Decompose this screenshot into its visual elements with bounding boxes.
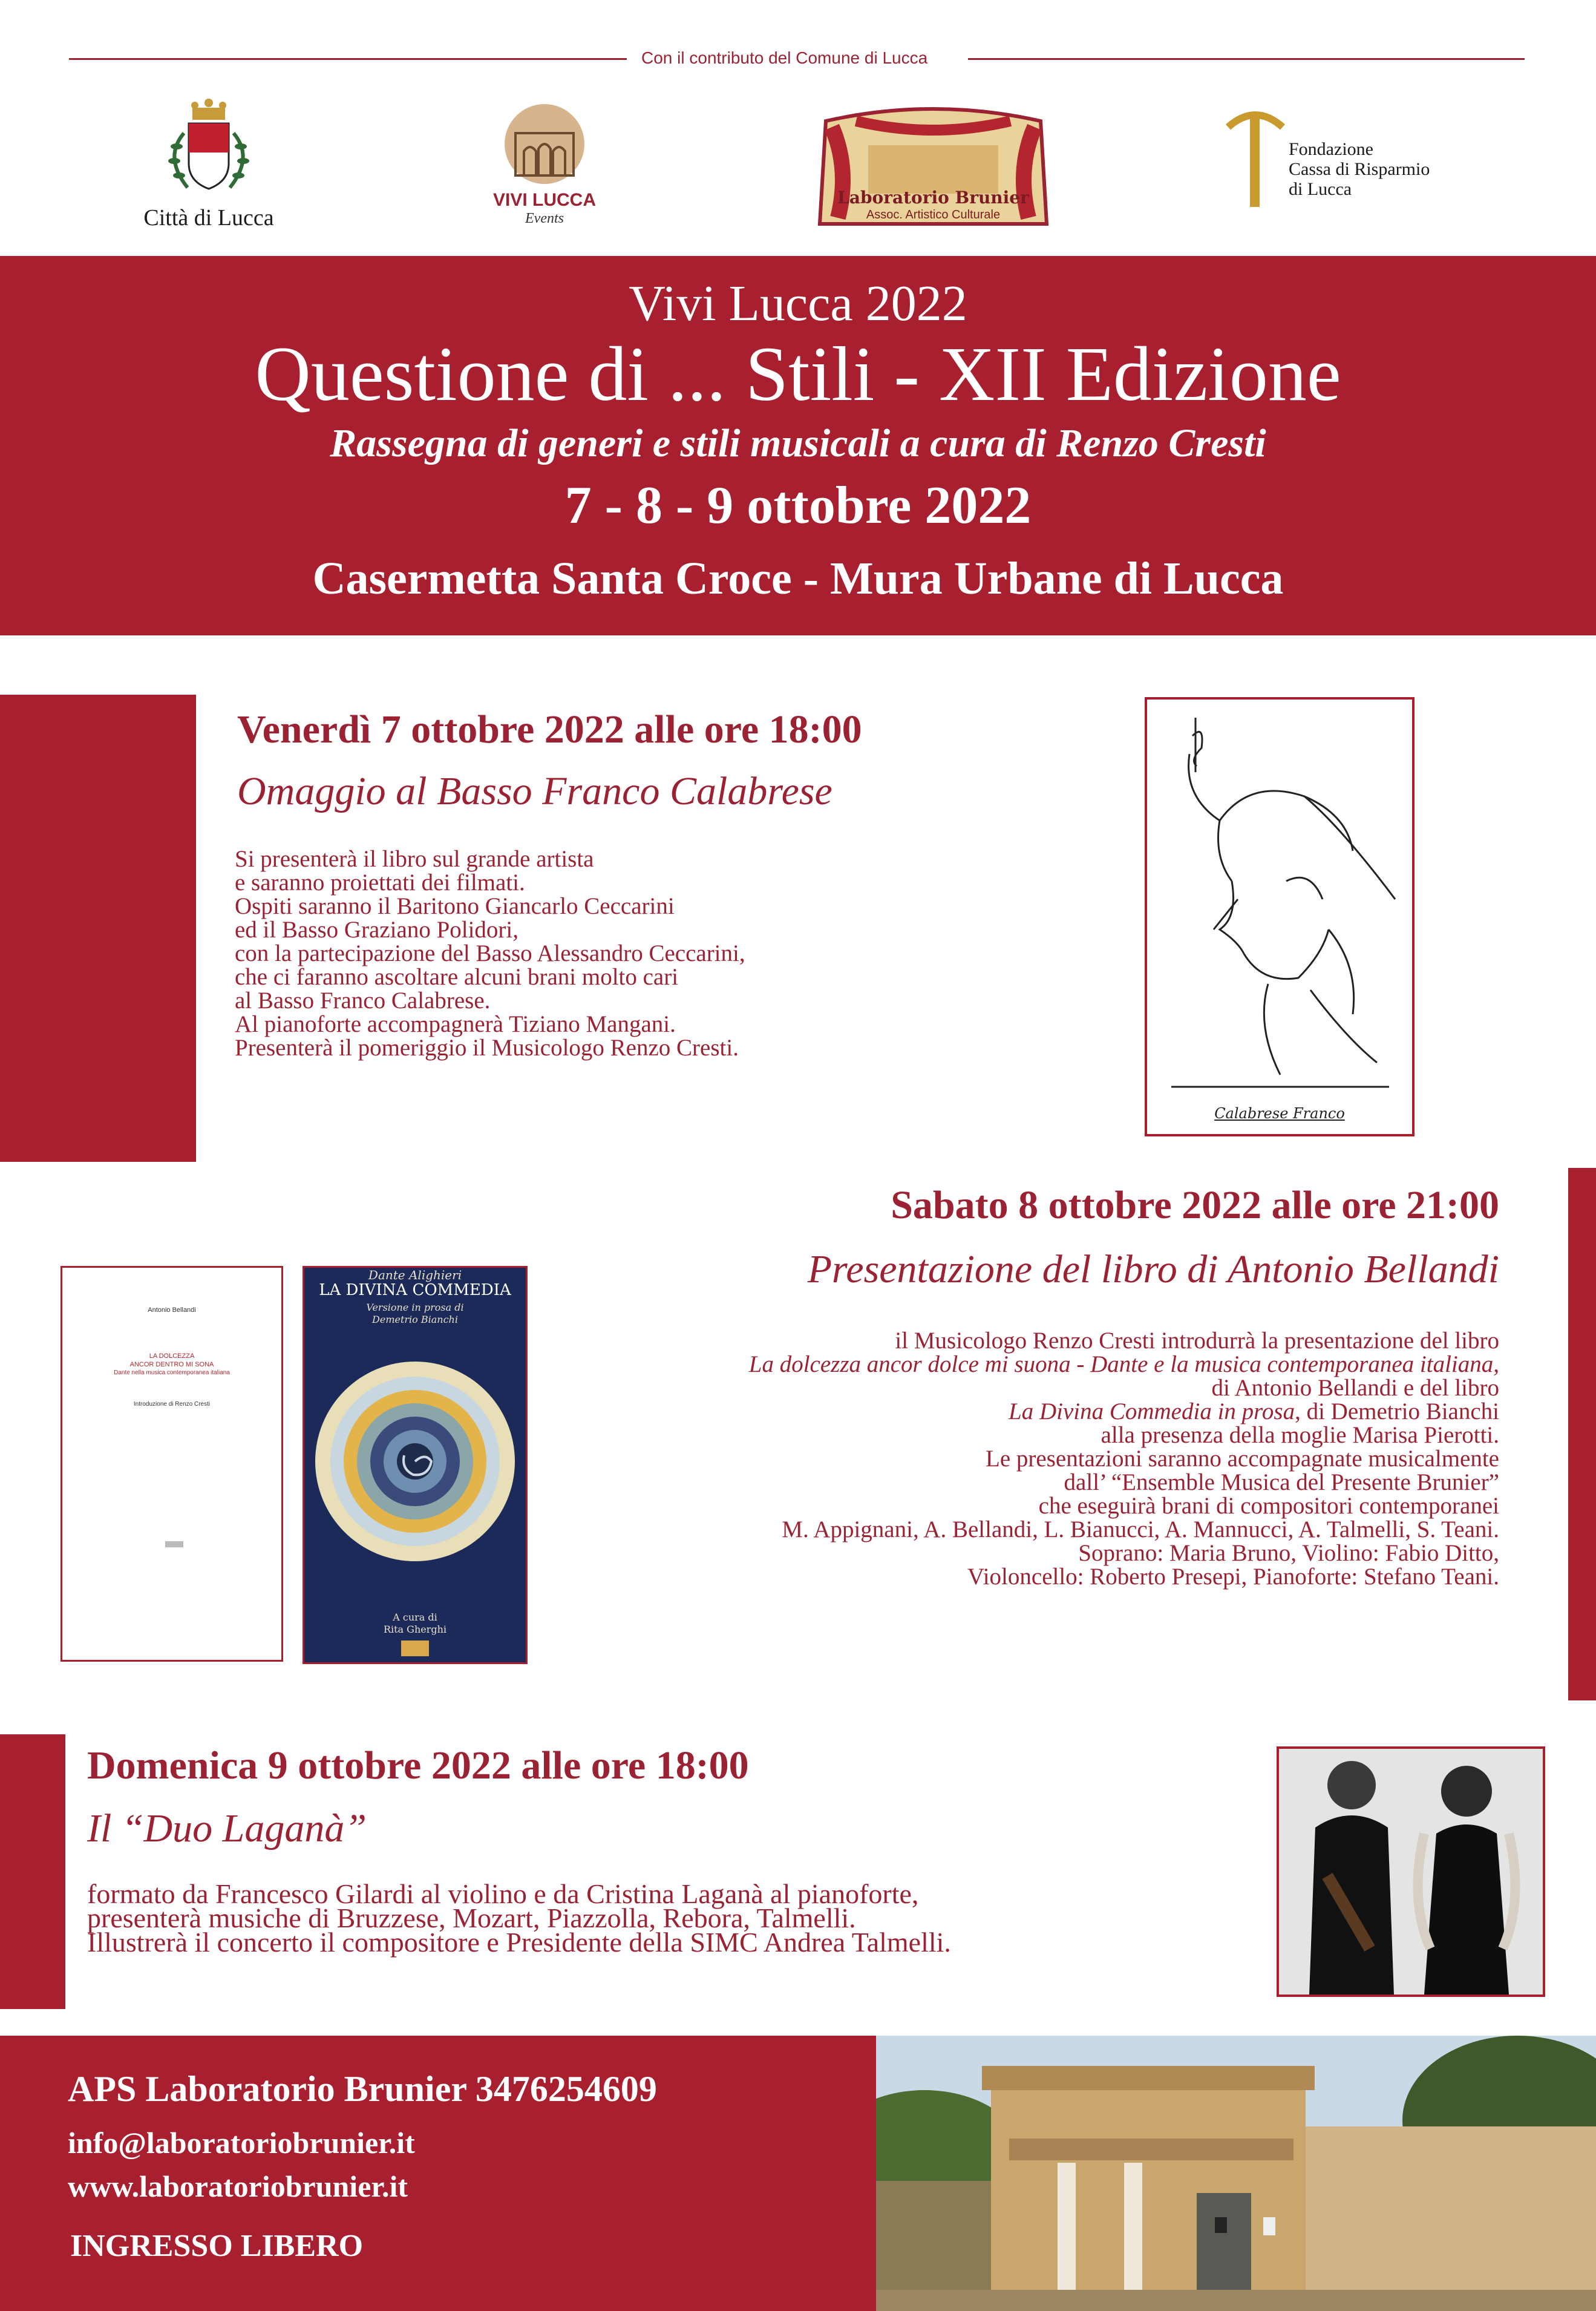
- book-cover-bellandi: [61, 1266, 283, 1662]
- event2-line: di Antonio Bellandi e del libro: [1211, 1375, 1499, 1401]
- event2-line4-italic: La Divina Commedia in prosa: [1009, 1398, 1295, 1424]
- book1-author: Antonio Bellandi: [148, 1306, 196, 1314]
- book1-title3: Dante nella musica contemporanea italiana: [114, 1369, 230, 1376]
- fondazione-line-3: di Lucca: [1289, 179, 1352, 199]
- book2-cura2: Rita Gherghi: [383, 1624, 447, 1635]
- sponsor-line-left: [69, 58, 627, 60]
- event1-line: ed il Basso Graziano Polidori,: [235, 917, 519, 943]
- fondazione-line-2: Cassa di Risparmio: [1289, 159, 1430, 179]
- event1-heading: Venerdì 7 ottobre 2022 alle ore 18:00: [237, 707, 862, 752]
- event1-line: Ospiti saranno il Baritono Giancarlo Ceccarini: [235, 893, 675, 919]
- sponsor-text: Con il contributo del Comune di Lucca: [641, 48, 928, 67]
- casermetta-photo: [876, 2036, 1596, 2311]
- book1-title1: LA DOLCEZZA: [149, 1352, 195, 1360]
- fondazione-cross-icon: [1222, 103, 1289, 212]
- book2-cura1: A cura di: [393, 1611, 437, 1623]
- event2-body: [749, 1329, 1499, 1588]
- coat-of-arms-icon: [121, 97, 296, 200]
- book2-title: LA DIVINA COMMEDIA: [319, 1281, 511, 1299]
- event2-line: [749, 1400, 1499, 1423]
- banner-title: Questione di ... Stili - XII Edizione: [255, 331, 1341, 417]
- event3-accent-bar: [0, 1734, 65, 2009]
- event1-line: Presenterà il pomeriggio il Musicologo Renzo Cresti.: [235, 1035, 739, 1061]
- book2-sub1: Versione in prosa di: [366, 1302, 464, 1313]
- duo-photo: [1277, 1746, 1545, 1997]
- book-cover-divina-commedia: [303, 1266, 528, 1664]
- event1-line: Al pianoforte accompagnerà Tiziano Mangani.: [235, 1011, 676, 1037]
- brunier-main: Laboratorio Brunier: [837, 188, 1029, 208]
- fondazione-line-1: Fondazione: [1289, 139, 1373, 159]
- footer-email[interactable]: info@laboratoriobrunier.it: [68, 2126, 415, 2160]
- citta-di-lucca-logo: [121, 97, 296, 236]
- event3-body: [87, 1878, 951, 1958]
- publisher-logo-icon: [401, 1641, 429, 1656]
- event1-line: al Basso Franco Calabrese.: [235, 988, 491, 1014]
- header-banner: [0, 256, 1596, 635]
- calabrese-sketch: [1145, 697, 1414, 1136]
- event1-line: con la partecipazione del Basso Alessandro Ceccarini,: [235, 940, 745, 966]
- vivi-lucca-logo: [484, 103, 605, 224]
- citta-caption: Città di Lucca: [143, 205, 274, 231]
- event3-line: Illustrerà il concerto il compositore e Presidente della SIMC Andrea Talmelli.: [87, 1927, 951, 1958]
- event2-line: che eseguirà brani di compositori contemporanei: [1038, 1493, 1499, 1519]
- sketch-caption: Calabrese Franco: [1214, 1105, 1345, 1122]
- arch-icon: [484, 103, 605, 188]
- book2-author: Dante Alighieri: [368, 1268, 462, 1282]
- brunier-sub: Assoc. Artistico Culturale: [866, 208, 1001, 221]
- event2-heading: Sabato 8 ottobre 2022 alle ore 21:00: [891, 1183, 1499, 1227]
- event2-line: La dolcezza ancor dolce mi suona - Dante e la musica contemporanea italiana,: [748, 1351, 1499, 1377]
- event2-line: Violoncello: Roberto Presepi, Pianoforte: Stefano Teani.: [967, 1564, 1499, 1590]
- event1-subtitle: Omaggio al Basso Franco Calabrese: [237, 769, 832, 813]
- event1-body: [235, 847, 745, 1060]
- book1-intro: Introduzione di Renzo Cresti: [133, 1401, 211, 1408]
- event3-subtitle: Il “Duo Laganà”: [87, 1806, 367, 1850]
- event1-line: Si presenterà il libro sul grande artista: [235, 846, 594, 872]
- event3-heading: Domenica 9 ottobre 2022 alle ore 18:00: [87, 1743, 749, 1788]
- footer-org: APS Laboratorio Brunier 3476254609: [68, 2069, 657, 2109]
- event2-line4-rest: , di Demetrio Bianchi: [1295, 1398, 1499, 1424]
- portrait-sketch-icon: [1147, 700, 1412, 1134]
- event2-accent-bar: [1568, 1168, 1596, 1700]
- publisher-mark-icon: [165, 1541, 183, 1547]
- event2-line: M. Appignani, A. Bellandi, L. Bianucci, A. Mannucci, A. Talmelli, S. Teani.: [782, 1516, 1499, 1542]
- mandala-icon: [304, 1334, 526, 1588]
- vivilucca-sub: Events: [525, 211, 564, 226]
- event2-subtitle: Presentazione del libro di Antonio Bellandi: [807, 1247, 1499, 1291]
- banner-venue: Casermetta Santa Croce - Mura Urbane di Lucca: [312, 553, 1284, 604]
- event3-line: presenterà musiche di Bruzzese, Mozart, Piazzolla, Rebora, Talmelli.: [87, 1903, 856, 1933]
- event2-line: Le presentazioni saranno accompagnate musicalmente: [986, 1446, 1499, 1472]
- fondazione-logo: [1222, 103, 1476, 212]
- sponsor-line-right: [968, 58, 1525, 60]
- event1-accent-bar: [0, 695, 196, 1162]
- duo-photo-figures: [1279, 1749, 1543, 1995]
- event2-line: dall’ “Ensemble Musica del Presente Brunier”: [1064, 1469, 1499, 1495]
- event2-line: alla presenza della moglie Marisa Pierotti.: [1101, 1422, 1499, 1448]
- event2-line: il Musicologo Renzo Cresti introdurrà la presentazione del libro: [895, 1328, 1499, 1354]
- book2-sub2: Demetrio Bianchi: [372, 1314, 458, 1325]
- banner-dates: 7 - 8 - 9 ottobre 2022: [564, 476, 1032, 535]
- banner-subtitle: Rassegna di generi e stili musicali a cura di Renzo Cresti: [330, 421, 1266, 465]
- event1-line: e saranno proiettati dei filmati.: [235, 870, 525, 896]
- laboratorio-brunier-logo: [814, 97, 1053, 233]
- banner-line1: Vivi Lucca 2022: [629, 275, 967, 332]
- event2-line: Soprano: Maria Bruno, Violino: Fabio Ditto,: [1078, 1540, 1499, 1566]
- building-photo-illustration: [876, 2036, 1596, 2311]
- event3-line: formato da Francesco Gilardi al violino e da Cristina Laganà al pianoforte,: [87, 1878, 919, 1909]
- vivilucca-main: VIVI LUCCA: [492, 190, 596, 210]
- book1-title2: ANCOR DENTRO MI SONA: [129, 1361, 214, 1368]
- footer-entry: INGRESSO LIBERO: [70, 2229, 364, 2263]
- footer-website[interactable]: www.laboratoriobrunier.it: [68, 2169, 408, 2203]
- event1-line: che ci faranno ascoltare alcuni brani molto cari: [235, 964, 679, 990]
